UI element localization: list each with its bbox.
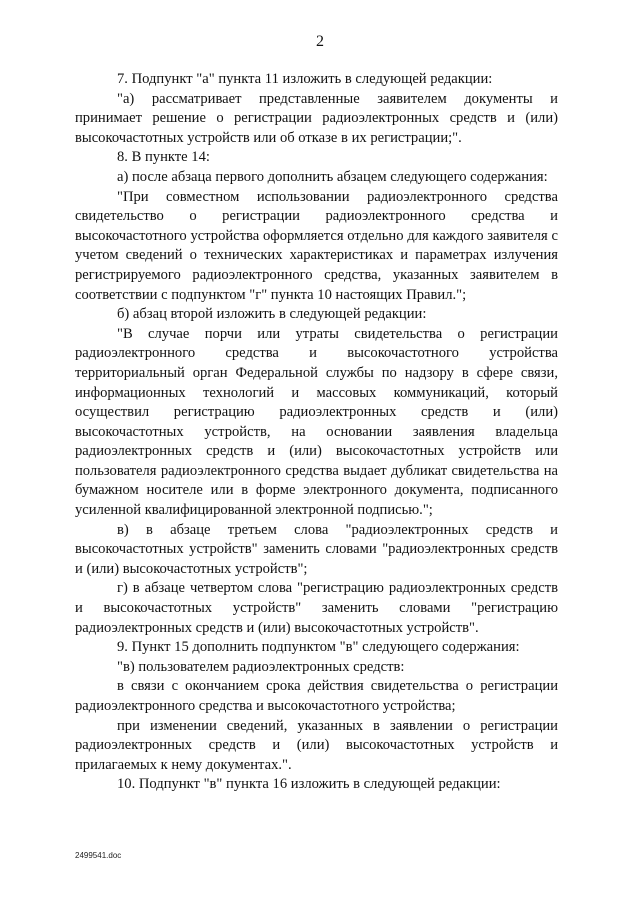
paragraph-item-8: 8. В пункте 14: [117, 149, 210, 166]
paragraph-expiry: в связи с окончанием срока действия свидетельства о регистрации радиоэлектронного средства и высокочастотного устройства; [75, 678, 558, 714]
paragraph-subitem-b: б) абзац второй изложить в следующей редакции: [117, 306, 427, 323]
paragraph-quote-subitem-v: "в) пользователем радиоэлектронных средств: [117, 658, 405, 675]
paragraph-item-9: 9. Пункт 15 дополнить подпунктом "в" следующего содержания: [117, 639, 520, 656]
document-body [75, 70, 558, 795]
paragraph-subitem-v: в) в абзаце третьем слова "радиоэлектронных средств и высокочастотных устройств" заменить словами "радиоэлектронных средств и (или) высокочастотных устройств"; [75, 521, 558, 577]
paragraph-changes: при изменении сведений, указанных в заявлении о регистрации радиоэлектронных средств и (или) высокочастотных устройств и прилагаемых к нему документах.". [75, 717, 558, 773]
paragraph-quote-joint-use: "При совместном использовании радиоэлектронного средства свидетельство о регистрации радиоэлектронного средства и высокочастотного устройства оформляется отдельно для каждого заявителя с учетом сведений о технических характеристиках и параметрах излучения регистрируемого радиоэлектронного средства, указанных заявителем в соответствии с подпунктом "г" пункта 10 настоящих Правил."; [75, 188, 558, 303]
paragraph-quote-duplicate: "В случае порчи или утраты свидетельства о регистрации радиоэлектронного средства и высокочастотного устройства территориальный орган Федеральной службы по надзору в сфере связи, информационных технологий и массовых коммуникаций, который осуществил регистрацию радиоэлектронных средств и (или) высокочастотных устройств, на основании заявления владельца радиоэлектронных средств и (или) высокочастотных устройств или пользователя радиоэлектронного средства выдает дубликат свидетельства на бумажном носителе или в форме электронного документа, подписанного усиленной квалифицированной электронной подписью."; [75, 325, 558, 519]
paragraph-subitem-g: г) в абзаце четвертом слова "регистрацию радиоэлектронных средств и высокочастотных устройств" заменить словами "регистрацию радиоэлектронных средств и (или) высокочастотных устройств". [75, 580, 558, 636]
document-footer-code: 2499541.doc [75, 851, 122, 860]
paragraph-item-7: 7. Подпункт "а" пункта 11 изложить в следующей редакции: [117, 71, 493, 87]
paragraph-quote-item-a: "а) рассматривает представленные заявителем документы и принимает решение о регистрации радиоэлектронных средств и (или) высокочастотных устройств или об отказе в их регистрации;". [75, 90, 558, 146]
page-number: 2 [316, 33, 324, 50]
paragraph-item-10: 10. Подпункт "в" пункта 16 изложить в следующей редакции: [117, 776, 501, 793]
paragraph-subitem-a: а) после абзаца первого дополнить абзацем следующего содержания: [117, 168, 548, 185]
